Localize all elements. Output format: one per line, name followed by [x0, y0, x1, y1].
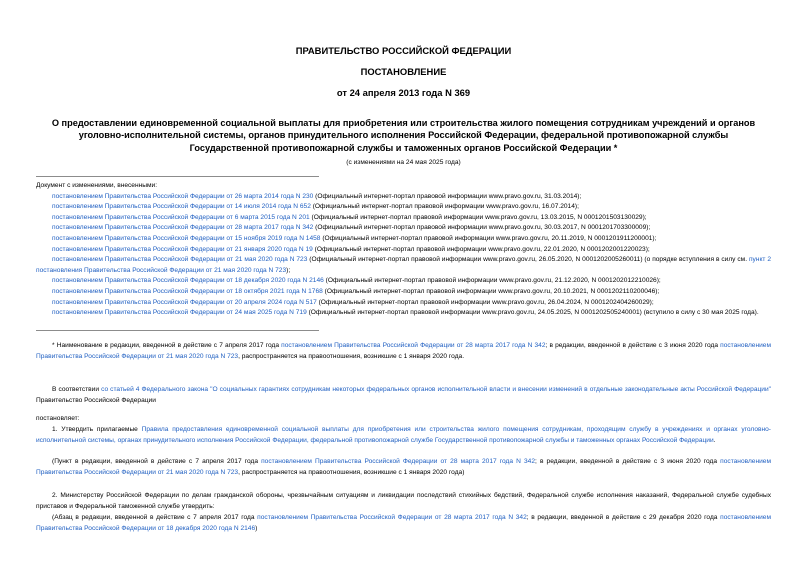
amendment-link[interactable]: постановлением Правительства Российской Федерации от 21 мая 2020 года N 723	[52, 256, 308, 264]
amendment-link[interactable]: постановлением Правительства Российской Федерации от 18 октября 2021 года N 1768	[52, 287, 323, 295]
footnote-link[interactable]: постановлением Правительства Российской Федерации от 21 мая 2020 года N 723	[36, 342, 771, 360]
amendment-link[interactable]: постановлением Правительства Российской Федерации от 24 мая 2025 года N 719	[52, 309, 307, 317]
item-2-note: (Абзац в редакции, введенной в действие с 7 апреля 2017 года постановлением Правительства Российской Федерации от 28 марта 2017 года N 342; в редакции, введенной в действие с 29 декабря 2020 года постановлением Правительства Российской Федерации от 18 декабря 2020 года N 2146)	[36, 514, 771, 532]
item-1: 1. Утвердить прилагаемые Правила предоставления единовременной социальной выплаты для приобретения или строительства жилого помещения сотрудникам, проходящим службу в учреждениях и органах уголовно-исполнительной системы, органах принудительного исполнения Российской Федерации, федеральной противопожарной службе Государственной противопожарной службы и таможенных органах Российской Федерации.	[36, 426, 771, 444]
note-link[interactable]: постановлением Правительства Российской Федерации от 28 марта 2017 года N 342	[257, 514, 527, 521]
basis-paragraph: В соответствии со статьей 4 Федерального закона "О социальных гарантиях сотрудникам некоторых федеральных органов исполнительной власти и внесении изменений в отдельные законодательные акты Российской Федерации" Правительство Российской Федерации	[36, 386, 772, 404]
amendment-item: постановлением Правительства Российской Федерации от 28 марта 2017 года N 342 (Официальный интернет-портал правовой информации www.pravo.gov.ru, 30.03.2017, N 0001201703300009);	[52, 224, 651, 232]
rules-link[interactable]: Правила предоставления единовременной социальной выплаты для приобретения или строительства жилого помещения сотрудникам, проходящим службу в учреждениях и органах уголовно-исполнительной системы, органах принудительного исполнения Российской Федерации, федеральной противопожарной службе Государственной противопожарной службы и таможенных органах Российской Федерации	[36, 426, 771, 444]
amendment-item: постановлением Правительства Российской Федерации от 14 июля 2014 года N 652 (Официальный интернет-портал правовой информации www.pravo.gov.ru, 16.07.2014);	[52, 203, 579, 211]
item-1-note: (Пункт в редакции, введенной в действие с 7 апреля 2017 года постановлением Правительства Российской Федерации от 28 марта 2017 года N 342; в редакции, введенной в действие с 3 июня 2020 года постановлением Правительства Российской Федерации от 21 мая 2020 года N 723, распространяется на правоотношения, возникшие с 1 января 2020 года)	[36, 458, 772, 476]
document-title: О предоставлении единовременной социальной выплаты для приобретения или строительства жилого помещения сотрудникам учреждений и органов уголовно-исполнительной системы, органов принудительного исполнения Российской Федерации, федеральной противопожарной службы Государственной противопожарной службы и таможенных органов Российской Федерации *	[51, 118, 756, 153]
amendment-link[interactable]: пункт 2 постановления Правительства Российской Федерации от 21 мая 2020 года N 723	[36, 256, 771, 274]
law-link[interactable]: со статьей 4 Федерального закона "О социальных гарантиях сотрудникам некоторых федеральных органов исполнительной власти и внесении изменений в отдельные законодательные акты Российской Федерации"	[101, 386, 772, 393]
amendments-list	[36, 181, 771, 319]
amendment-item: постановлением Правительства Российской Федерации от 21 января 2020 года N 19 (Официальный интернет-портал правовой информации www.pravo.gov.ru, 22.01.2020, N 0001202001220023);	[52, 245, 650, 253]
amendment-item: постановлением Правительства Российской Федерации от 18 октября 2021 года N 1768 (Официальный интернет-портал правовой информации www.pravo.gov.ru, 20.10.2021, N 0001202110200046);	[52, 287, 660, 295]
amendment-link[interactable]: постановлением Правительства Российской Федерации от 18 декабря 2020 года N 2146	[52, 277, 324, 285]
amendment-item: постановлением Правительства Российской Федерации от 15 ноября 2019 года N 1458 (Официальный интернет-портал правовой информации www.pravo.gov.ru, 20.11.2019, N 0001201911200001);	[52, 234, 657, 242]
amendment-link[interactable]: постановлением Правительства Российской Федерации от 21 января 2020 года N 19	[52, 245, 313, 253]
footnote: * Наименование в редакции, введенной в действие с 7 апреля 2017 года постановлением Правительства Российской Федерации от 28 марта 2017 года N 342; в редакции, введенной в действие с 3 июня 2020 года постановлением Правительства Российской Федерации от 21 мая 2020 года N 723, распространяется на правоотношения, возникшие с 1 января 2020 года.	[36, 342, 771, 360]
revision-note: (с изменениями на 24 мая 2025 года)	[346, 159, 461, 166]
decree-word: постановляет:	[36, 415, 80, 422]
government-heading: ПРАВИТЕЛЬСТВО РОССИЙСКОЙ ФЕДЕРАЦИИ	[295, 45, 512, 56]
separator-line	[36, 330, 319, 331]
document-type-heading: ПОСТАНОВЛЕНИЕ	[360, 66, 447, 77]
amendment-item: постановлением Правительства Российской Федерации от 24 мая 2025 года N 719 (Официальный интернет-портал правовой информации www.pravo.gov.ru, 24.05.2025, N 0001202505240001) (вступило в силу с 30 мая 2025 года).	[52, 309, 759, 317]
amendment-link[interactable]: постановлением Правительства Российской Федерации от 15 ноября 2019 года N 1458	[52, 234, 321, 242]
note-link[interactable]: постановлением Правительства Российской Федерации от 21 мая 2020 года N 723	[36, 458, 772, 476]
amendment-item: постановлением Правительства Российской Федерации от 18 декабря 2020 года N 2146 (Официальный интернет-портал правовой информации www.pravo.gov.ru, 21.12.2020, N 0001202012210026);	[52, 277, 661, 285]
amendment-item: постановлением Правительства Российской Федерации от 26 марта 2014 года N 230 (Официальный интернет-портал правовой информации www.pravo.gov.ru, 31.03.2014);	[52, 192, 582, 200]
separator-line	[36, 176, 319, 177]
amendment-link[interactable]: постановлением Правительства Российской Федерации от 26 марта 2014 года N 230	[52, 192, 314, 200]
amendment-link[interactable]: постановлением Правительства Российской Федерации от 14 июля 2014 года N 652	[52, 203, 311, 211]
amendment-link[interactable]: постановлением Правительства Российской Федерации от 28 марта 2017 года N 342	[52, 224, 314, 232]
footnote-link[interactable]: постановлением Правительства Российской Федерации от 28 марта 2017 года N 342	[281, 342, 546, 349]
amendment-item: постановлением Правительства Российской Федерации от 6 марта 2015 года N 201 (Официальный интернет-портал правовой информации www.pravo.gov.ru, 13.03.2015, N 0001201503130029);	[52, 213, 647, 221]
amendments-intro: Документ с изменениями, внесенными:	[36, 182, 158, 189]
amendment-item: постановлением Правительства Российской Федерации от 21 мая 2020 года N 723 (Официальный интернет-портал правовой информации www.pravo.gov.ru, 26.05.2020, N 0001202005260011) (о порядке вступления в силу см. пункт 2 постановления Правительства Российской Федерации от 21 мая 2020 года N 723);	[36, 256, 771, 274]
amendment-link[interactable]: постановлением Правительства Российской Федерации от 20 апреля 2024 года N 517	[52, 298, 317, 306]
document-date-heading: от 24 апреля 2013 года N 369	[336, 87, 471, 98]
note-link[interactable]: постановлением Правительства Российской Федерации от 18 декабря 2020 года N 2146	[36, 514, 771, 532]
note-link[interactable]: постановлением Правительства Российской Федерации от 28 марта 2017 года N 342	[261, 458, 536, 465]
item-2: 2. Министерству Российской Федерации по делам гражданской обороны, чрезвычайным ситуациям и ликвидации последствий стихийных бедствий, Федеральной службе исполнения наказаний, Федеральной службе судебных приставов и Федеральной таможенной службе утвердить:	[36, 492, 771, 510]
amendment-item: постановлением Правительства Российской Федерации от 20 апреля 2024 года N 517 (Официальный интернет-портал правовой информации www.pravo.gov.ru, 26.04.2024, N 0001202404260029);	[52, 298, 654, 306]
amendment-link[interactable]: постановлением Правительства Российской Федерации от 6 марта 2015 года N 201	[52, 213, 310, 221]
